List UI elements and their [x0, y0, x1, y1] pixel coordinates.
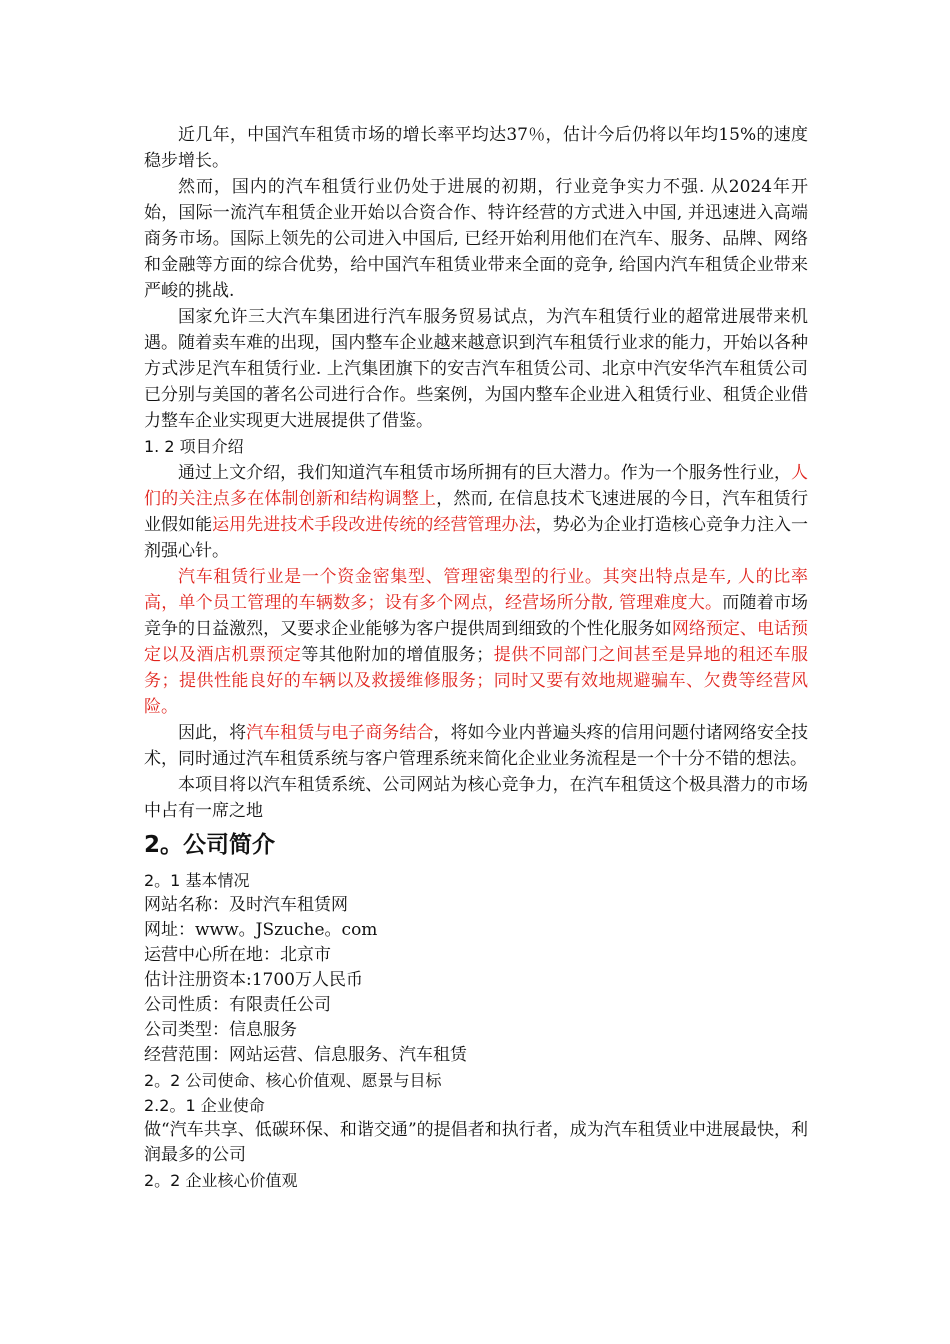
info-company-type: 公司类型：信息服务	[144, 1020, 297, 1040]
highlight-span: 网络预定、电话预定以及酒店机票预定	[144, 619, 809, 665]
paragraph-market-growth: 近几年，中国汽车租赁市场的增长率平均达37％，估计今后仍将以年均15%的速度稳步增长。	[144, 125, 808, 171]
text-span: ，将如今业内普遍头疼的信用问题付诸网络安全技术，同时通过汽车租赁系统与客户管理系统来简化企业业务流程是一个十分不错的想法。	[144, 723, 809, 769]
highlight-span: 人们的关注点多在体制创新和结构调整上	[144, 463, 808, 509]
info-website-url: 网址：www。JSzuche。com	[144, 920, 378, 940]
text-span: 而随着市场竞争的日益激烈，又要求企业能够为客户提供周到细致的个性化服务如	[144, 593, 809, 639]
text-span: ，然而, 在信息技术飞速进展的今日，汽车租赁行业假如能	[144, 489, 808, 535]
section-heading-1-2: 1. 2 项目介绍	[144, 437, 244, 456]
document-page	[144, 122, 808, 1193]
text-span: 通过上文介绍，我们知道汽车租赁市场所拥有的巨大潜力。作为一个服务性行业，	[178, 463, 791, 483]
info-location: 运营中心所在地：北京市	[144, 945, 331, 965]
info-business-scope: 经营范围：网站运营、信息服务、汽车租赁	[144, 1045, 467, 1065]
paragraph-project-goal: 本项目将以汽车租赁系统、公司网站为核心竞争力，在汽车租赁这个极具潜力的市场中占有一席之地	[144, 775, 808, 821]
info-company-nature: 公司性质：有限责任公司	[144, 995, 331, 1015]
section-heading-2-2-2: 2。2 企业核心价值观	[144, 1171, 298, 1190]
paragraph-industry-features	[144, 564, 808, 720]
text-span: ，势必为企业打造核心竞争力注入一剂强心针。	[144, 515, 809, 561]
info-capital: 估计注册资本:1700万人民币	[144, 970, 363, 990]
section-heading-2-1: 2。1 基本情况	[144, 871, 250, 890]
highlight-span: 运用先进技术手段改进传统的经营管理办法	[212, 515, 536, 535]
section-heading-2-2: 2。2 公司使命、核心价值观、愿景与目标	[144, 1071, 442, 1090]
text-span: 等其他附加的增值服务；	[301, 645, 494, 665]
paragraph-ecommerce	[144, 720, 808, 772]
highlight-span: 汽车租赁与电子商务结合	[246, 723, 434, 743]
paragraph-project-intro	[144, 460, 808, 564]
highlight-span: 汽车租赁行业是一个资金密集型、管理密集型的行业。其突出特点是车, 人的比率高，单个员工管理的车辆数多；设有多个网点，经营场所分散, 管理难度大。	[144, 567, 808, 613]
info-website-name: 网站名称：及时汽车租赁网	[144, 895, 348, 915]
paragraph-opportunity: 国家允许三大汽车集团进行汽车服务贸易试点，为汽车租赁行业的超常进展带来机遇。随着卖车难的出现，国内整车企业越来越意识到汽车租赁行业求的能力，开始以各种方式涉足汽车租赁行业. 上汽集团旗下的安吉汽车租赁公司、北京中汽安华汽车租赁公司已分别与美国的著名公司进行合作。些案例，为国内整车企业进入租赁行业、租赁企业借力整车企业实现更大进展提供了借鉴。	[144, 307, 808, 431]
paragraph-mission: 做“汽车共享、低碳环保、和谐交通”的提倡者和执行者，成为汽车租赁业中进展最快，利润最多的公司	[144, 1120, 808, 1165]
section-heading-2-2-1: 2.2。1 企业使命	[144, 1096, 265, 1115]
text-span: 因此，将	[178, 723, 247, 743]
highlight-span: 提供不同部门之间甚至是异地的租还车服务；提供性能良好的车辆以及救援维修服务；同时又要有效地规避骗车、欠费等经营风险。	[144, 645, 809, 717]
heading-company-profile: 2。公司简介	[144, 832, 276, 858]
paragraph-industry-status: 然而，国内的汽车租赁行业仍处于进展的初期，行业竞争实力不强. 从2024年开始，国际一流汽车租赁企业开始以合资合作、特许经营的方式进入中国, 并迅速进入高端商务市场。国际上领先的公司进入中国后, 已经开始利用他们在汽车、服务、品牌、网络和金融等方面的综合优势，给中国汽车租赁业带来全面的竞争, 给国内汽车租赁企业带来严峻的挑战.	[144, 177, 808, 301]
